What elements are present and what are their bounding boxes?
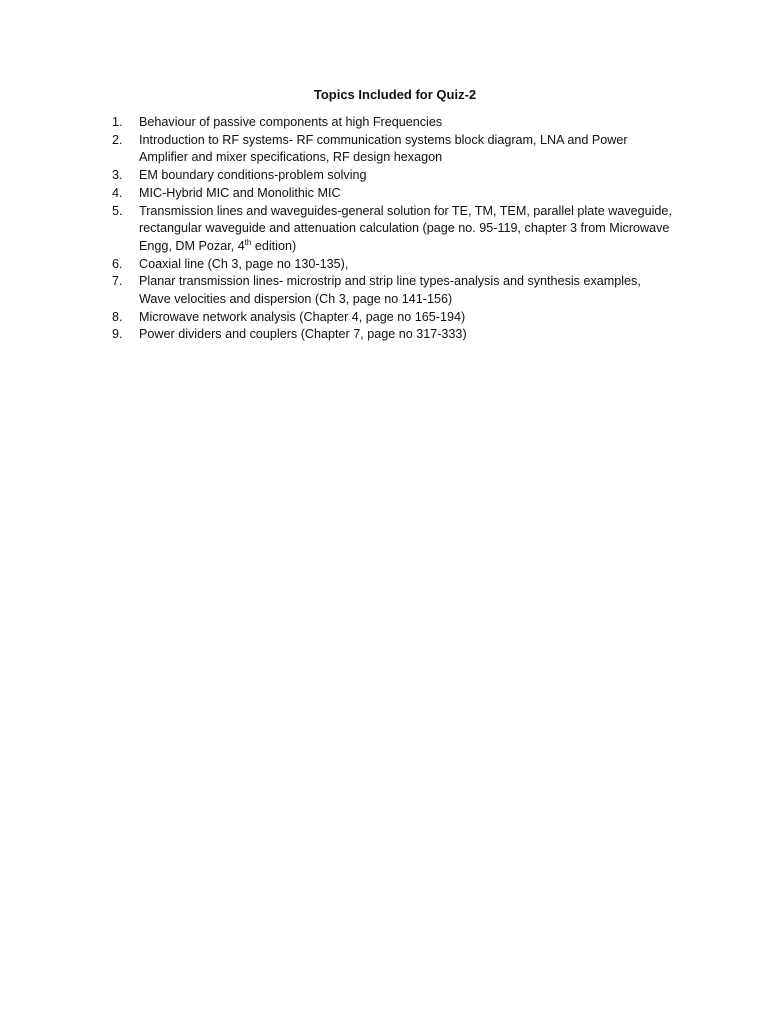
list-item-text: EM boundary conditions-problem solving xyxy=(139,168,367,183)
list-item-number: 5. xyxy=(112,203,123,218)
topic-list xyxy=(112,114,672,344)
list-item xyxy=(112,326,672,344)
list-item xyxy=(112,185,672,203)
list-item xyxy=(112,309,672,327)
list-item-number: 3. xyxy=(112,168,123,183)
list-item-number: 9. xyxy=(112,327,123,342)
list-item-text: Coaxial line (Ch 3, page no 130-135), xyxy=(139,256,349,271)
list-item xyxy=(112,256,672,274)
list-item xyxy=(112,132,672,167)
list-item-text: Behaviour of passive components at high Frequencies xyxy=(139,115,443,129)
list-item-number: 7. xyxy=(112,274,123,289)
document-title: Topics Included for Quiz-2 xyxy=(313,87,477,102)
list-item-text: Power dividers and couplers (Chapter 7, page no 317-333) xyxy=(139,327,467,342)
list-item-text-main: Transmission lines and waveguides-general solution for TE, TM, TEM, parallel plate waveguide, rectangular waveguide and attenuation calculation (page no. 95-119, chapter 3 from Microwave Engg, DM Pozar, 4 xyxy=(139,203,672,253)
list-item-text: Introduction to RF systems- RF communication systems block diagram, LNA and Power Amplifier and mixer specifications, RF design hexagon xyxy=(139,132,628,165)
list-item-number: 8. xyxy=(112,309,123,324)
list-item-text xyxy=(139,203,672,256)
list-item-number: 2. xyxy=(112,132,123,147)
list-item xyxy=(112,114,672,132)
list-item xyxy=(112,273,672,308)
superscript-ordinal: th xyxy=(244,237,252,247)
list-item-text: Microwave network analysis (Chapter 4, page no 165-194) xyxy=(139,309,466,324)
list-item xyxy=(112,167,672,185)
list-item-number: 6. xyxy=(112,256,123,271)
list-item-text-tail: edition) xyxy=(251,238,297,253)
list-item-text: Planar transmission lines- microstrip and strip line types-analysis and synthesis examples, Wave velocities and dispersion (Ch 3, page no 141-156) xyxy=(139,274,641,307)
list-item-text: MIC-Hybrid MIC and Monolithic MIC xyxy=(139,185,341,200)
list-item-number: 4. xyxy=(112,185,123,200)
list-item-number: 1. xyxy=(112,115,123,129)
list-item xyxy=(112,203,672,256)
